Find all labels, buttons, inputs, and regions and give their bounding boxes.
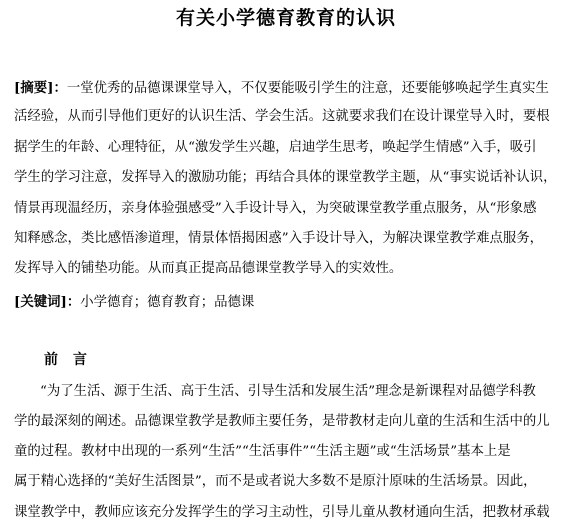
preface-line-2: 学的最深刻的阐述。品德课堂教学是教师主要任务，是带教材走向儿童的生活和生活中的儿 bbox=[14, 414, 550, 429]
preface-heading: 前 言 bbox=[44, 352, 92, 368]
abstract-line-5: 情景再现温经历，亲身体验强感受”入手设计导入，为突破课堂教学重点服务，从“形象感 bbox=[14, 201, 537, 216]
abstract-line-3: 据学生的年龄、心理特征，从“激发学生兴趣，启迪学生思考，唤起学生情感”入手，吸引 bbox=[14, 140, 537, 155]
preface-line-3: 童的过程。教材中出现的一系列“生活”“生活事件”“生活主题”或“生活场景”基本上是 bbox=[14, 444, 511, 459]
abstract-label: [摘要]： bbox=[14, 80, 67, 96]
preface-line-4: 属于精心选择的“美好生活图景”，而不是或者说大多数不是原汁原味的生活场景。因此， bbox=[14, 474, 537, 489]
keywords-text: 小学德育；德育教育；品德课 bbox=[80, 295, 255, 310]
abstract-line-4: 学生的学习注意，发挥导入的激励功能；再结合具体的课堂教学主题，从“事实说话补认识， bbox=[14, 170, 557, 185]
keywords-label: [关键词]： bbox=[14, 294, 81, 310]
preface-line-5: 课堂教学中，教师应该充分发挥学生的学习主动性，引导儿童从教材通向生活，把教材承载 bbox=[14, 505, 550, 520]
abstract-line-1 bbox=[14, 78, 549, 98]
document-title: 有关小学德育教育的认识 bbox=[175, 7, 396, 29]
keywords-line bbox=[14, 292, 254, 312]
abstract-text: 一堂优秀的品德课课堂导入，不仅要能吸引学生的注意，还要能够唤起学生真实生 bbox=[66, 81, 549, 96]
abstract-line-7: 发挥导入的铺垫功能。从而真正提高品德课堂教学导入的实效性。 bbox=[14, 261, 403, 276]
preface-line-1: “为了生活、源于生活、高于生活、引导生活和发展生活”理念是新课程对品德学科教 bbox=[40, 384, 536, 399]
abstract-line-2: 活经验，从而引导他们更好的认识生活、学会生活。这就要求我们在设计课堂导入时，要根 bbox=[14, 109, 550, 124]
abstract-line-6: 知释感念，类比感悟渗道理，情景体悟揭困惑”入手设计导入，为解决课堂教学难点服务， bbox=[14, 231, 544, 246]
